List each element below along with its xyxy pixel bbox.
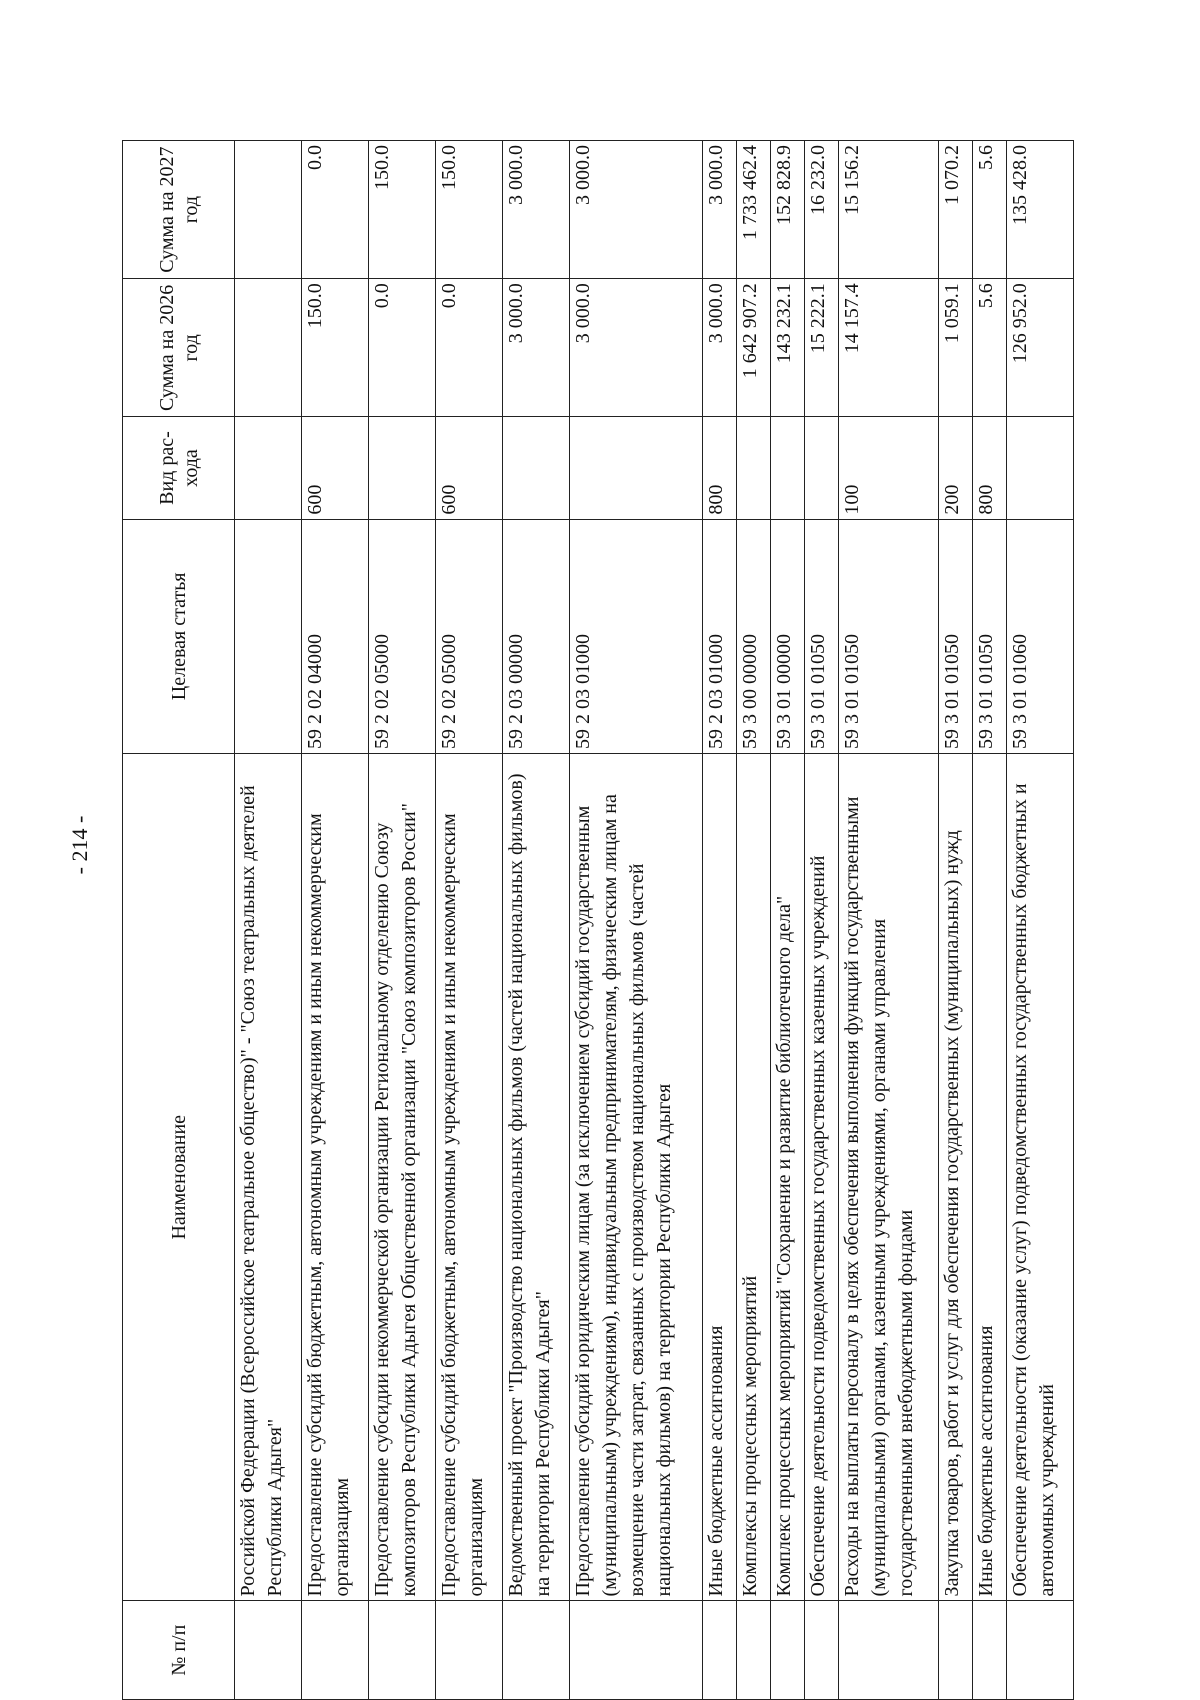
row-kind-cell: 800 (972, 417, 1006, 519)
row-name-cell: Иные бюджетные ассигнования (702, 754, 736, 1601)
row-sum-2027-cell (235, 141, 302, 279)
row-sum-2027-cell: 16 232.0 (804, 141, 838, 279)
table-header (123, 141, 235, 1700)
row-sum-2026-cell: 0.0 (435, 279, 502, 417)
table-row (502, 141, 569, 1700)
row-num-cell (770, 1601, 804, 1700)
row-kind-cell (569, 417, 702, 519)
table-body (235, 141, 1074, 1700)
table-row (368, 141, 435, 1700)
page-number: - 214 - (67, 815, 92, 875)
row-name-cell: Ведомственный проект "Производство национальных фильмов (частей национальных фильмов) на территории Республики Адыгея" (502, 754, 569, 1601)
row-kind-cell (736, 417, 770, 519)
table-row (938, 141, 972, 1700)
table-row (804, 141, 838, 1700)
row-sum-2027-cell: 150.0 (368, 141, 435, 279)
row-name-cell: Расходы на выплаты персоналу в целях обеспечения выполнения функций государственными (муниципальными) органами, казенными учреждениями, органами управления государственными внебюджетными фондами (838, 754, 938, 1601)
header-code: Целевая статья (123, 519, 235, 753)
row-num-cell (702, 1601, 736, 1700)
row-sum-2026-cell: 1 642 907.2 (736, 279, 770, 417)
row-name-cell: Иные бюджетные ассигнования (972, 754, 1006, 1601)
row-num-cell (804, 1601, 838, 1700)
row-kind-cell (804, 417, 838, 519)
row-name-cell: Комплекс процессных мероприятий "Сохранение и развитие библиотечного дела" (770, 754, 804, 1601)
table-row (235, 141, 302, 1700)
row-num-cell (235, 1601, 302, 1700)
row-sum-2027-cell: 1 733 462.4 (736, 141, 770, 279)
row-code-cell: 59 3 01 01060 (1006, 519, 1073, 753)
row-code-cell: 59 3 01 01050 (804, 519, 838, 753)
row-num-cell (435, 1601, 502, 1700)
row-name-cell: Обеспечение деятельности (оказание услуг) подведомственных государственных бюджетных и автономных учреждений (1006, 754, 1073, 1601)
row-code-cell: 59 3 01 01050 (938, 519, 972, 753)
row-sum-2026-cell: 0.0 (368, 279, 435, 417)
row-sum-2026-cell: 5.6 (972, 279, 1006, 417)
row-code-cell: 59 2 03 00000 (502, 519, 569, 753)
row-sum-2027-cell: 3 000.0 (569, 141, 702, 279)
row-name-cell: Предоставление субсидии некоммерческой организации Региональному отделению Союзу композиторов Республики Адыгея Общественной организации "Союз композиторов России" (368, 754, 435, 1601)
row-kind-cell: 600 (435, 417, 502, 519)
table-row (972, 141, 1006, 1700)
header-sum-2026: Сумма на 2026 год (123, 279, 235, 417)
row-sum-2027-cell: 152 828.9 (770, 141, 804, 279)
row-name-cell: Предоставление субсидий бюджетным, автономным учреждениям и иным некоммерческим организациям (435, 754, 502, 1601)
header-sum-2027: Сумма на 2027 год (123, 141, 235, 279)
row-kind-cell: 600 (301, 417, 368, 519)
row-name-cell: Обеспечение деятельности подведомственных государственных казенных учреждений (804, 754, 838, 1601)
row-kind-cell (368, 417, 435, 519)
row-kind-cell: 200 (938, 417, 972, 519)
row-num-cell (1006, 1601, 1073, 1700)
row-kind-cell (1006, 417, 1073, 519)
row-sum-2026-cell: 15 222.1 (804, 279, 838, 417)
row-kind-cell (502, 417, 569, 519)
row-sum-2027-cell: 1 070.2 (938, 141, 972, 279)
row-name-cell: Российской Федерации (Всероссийское театральное общество)" - "Союз театральных деятелей Республики Адыгея" (235, 754, 302, 1601)
row-num-cell (972, 1601, 1006, 1700)
row-sum-2027-cell: 3 000.0 (702, 141, 736, 279)
row-kind-cell: 800 (702, 417, 736, 519)
row-code-cell (235, 519, 302, 753)
row-kind-cell (770, 417, 804, 519)
row-sum-2026-cell: 14 157.4 (838, 279, 938, 417)
row-name-cell: Комплексы процессных мероприятий (736, 754, 770, 1601)
row-num-cell (301, 1601, 368, 1700)
header-name: Наименование (123, 754, 235, 1601)
row-code-cell: 59 2 03 01000 (569, 519, 702, 753)
row-sum-2026-cell: 143 232.1 (770, 279, 804, 417)
table-row (435, 141, 502, 1700)
row-sum-2027-cell: 5.6 (972, 141, 1006, 279)
row-kind-cell (235, 417, 302, 519)
table-row (301, 141, 368, 1700)
budget-table (122, 140, 1074, 1700)
row-code-cell: 59 2 02 04000 (301, 519, 368, 753)
row-sum-2026-cell: 3 000.0 (569, 279, 702, 417)
row-kind-cell: 100 (838, 417, 938, 519)
row-sum-2026-cell: 150.0 (301, 279, 368, 417)
header-num: № п/п (123, 1601, 235, 1700)
rotated-table-frame (122, 140, 1074, 1700)
row-num-cell (736, 1601, 770, 1700)
row-num-cell (938, 1601, 972, 1700)
rotated-table-content (122, 140, 1074, 1700)
row-num-cell (368, 1601, 435, 1700)
row-code-cell: 59 3 01 00000 (770, 519, 804, 753)
row-sum-2027-cell: 135 428.0 (1006, 141, 1073, 279)
table-row (1006, 141, 1073, 1700)
row-num-cell (502, 1601, 569, 1700)
row-num-cell (838, 1601, 938, 1700)
row-num-cell (569, 1601, 702, 1700)
row-name-cell: Предоставление субсидий юридическим лицам (за исключением субсидий государственным (муниципальным) учреждениям), индивидуальным предпринимателям, физическим лицам на возмещение части затрат, связанных с производством национальных фильмов (частей национальных фильмов) на территории Республики Адыгея (569, 754, 702, 1601)
row-code-cell: 59 3 01 01050 (838, 519, 938, 753)
row-sum-2027-cell: 150.0 (435, 141, 502, 279)
table-row (569, 141, 702, 1700)
row-code-cell: 59 2 02 05000 (435, 519, 502, 753)
row-sum-2026-cell: 3 000.0 (502, 279, 569, 417)
row-sum-2026-cell: 3 000.0 (702, 279, 736, 417)
row-code-cell: 59 2 03 01000 (702, 519, 736, 753)
row-sum-2027-cell: 0.0 (301, 141, 368, 279)
row-name-cell: Предоставление субсидий бюджетным, автономным учреждениям и иным некоммерческим организациям (301, 754, 368, 1601)
table-row (736, 141, 770, 1700)
row-code-cell: 59 3 01 01050 (972, 519, 1006, 753)
row-name-cell: Закупка товаров, работ и услуг для обеспечения государственных (муниципальных) нужд (938, 754, 972, 1601)
row-sum-2026-cell: 126 952.0 (1006, 279, 1073, 417)
row-sum-2026-cell (235, 279, 302, 417)
header-kind: Вид рас-хода (123, 417, 235, 519)
table-row (770, 141, 804, 1700)
row-sum-2027-cell: 15 156.2 (838, 141, 938, 279)
row-code-cell: 59 2 02 05000 (368, 519, 435, 753)
row-sum-2027-cell: 3 000.0 (502, 141, 569, 279)
table-row (702, 141, 736, 1700)
table-row (838, 141, 938, 1700)
row-sum-2026-cell: 1 059.1 (938, 279, 972, 417)
row-code-cell: 59 3 00 00000 (736, 519, 770, 753)
